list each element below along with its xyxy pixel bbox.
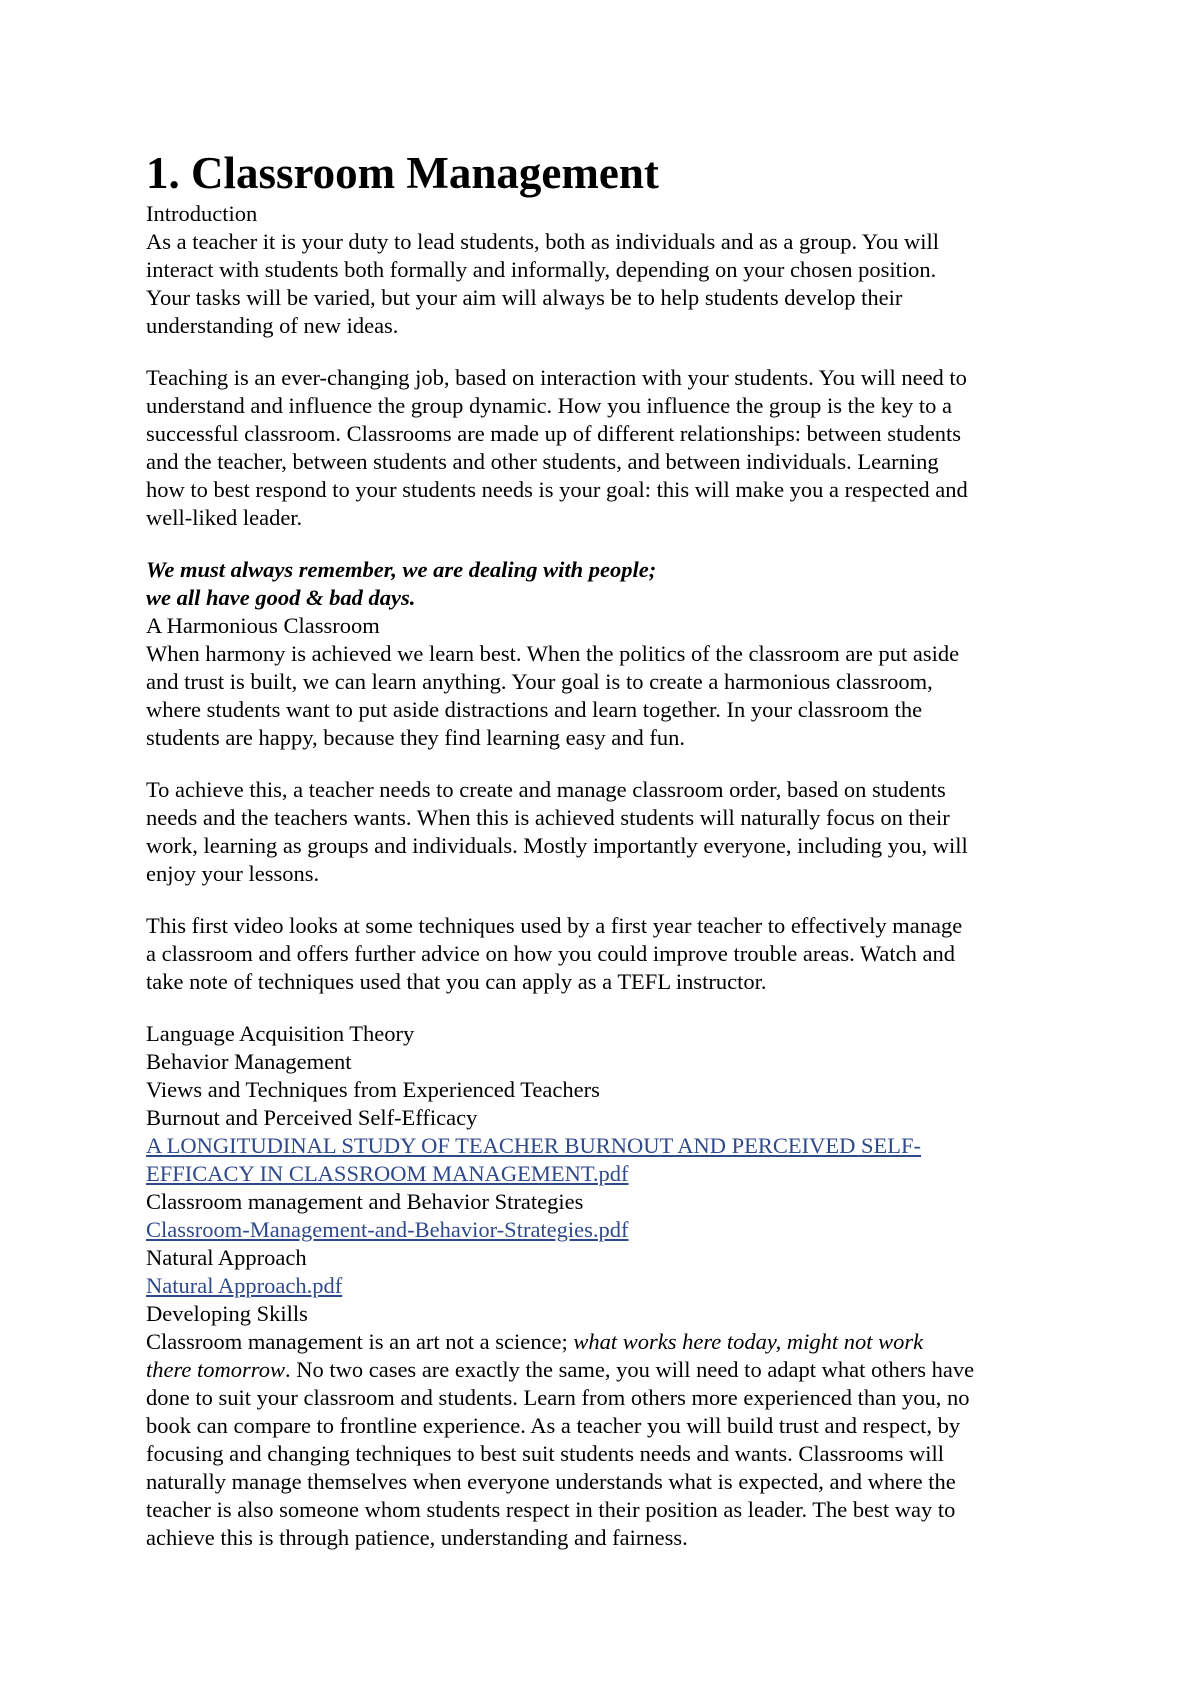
- text-line: [146, 1328, 1066, 1356]
- topic-behavior-management: Behavior Management: [146, 1049, 352, 1074]
- text-line: take note of techniques used that you can apply as a TEFL instructor.: [146, 969, 767, 994]
- topic-burnout: Burnout and Perceived Self-Efficacy: [146, 1105, 478, 1130]
- skills-text-plain: Classroom management is an art not a science;: [146, 1329, 574, 1354]
- text-line: Teaching is an ever-changing job, based on interaction with your students. You will need to: [146, 365, 967, 390]
- topic-behavior-strategies: Classroom management and Behavior Strategies: [146, 1189, 584, 1214]
- text-line: When harmony is achieved we learn best. When the politics of the classroom are put aside: [146, 641, 960, 666]
- harmony-paragraph-2: [146, 776, 1066, 888]
- topic-developing-skills: Developing Skills: [146, 1301, 308, 1326]
- quote-line: we all have good & bad days.: [146, 585, 416, 610]
- text-line: naturally manage themselves when everyone understands what is expected, and where the: [146, 1469, 956, 1494]
- natural-approach-link[interactable]: Natural Approach.pdf: [146, 1273, 343, 1298]
- skills-text-plain: . No two cases are exactly the same, you will need to adapt what others have: [284, 1357, 975, 1382]
- link-line[interactable]: EFFICACY IN CLASSROOM MANAGEMENT.pdf: [146, 1161, 629, 1186]
- text-line: work, learning as groups and individuals. Mostly importantly everyone, including you, will: [146, 833, 968, 858]
- topic-natural-approach: Natural Approach: [146, 1245, 307, 1270]
- text-line: understand and influence the group dynamic. How you influence the group is the key to a: [146, 393, 953, 418]
- text-line: a classroom and offers further advice on how you could improve trouble areas. Watch and: [146, 941, 955, 966]
- text-line: students are happy, because they find learning easy and fun.: [146, 725, 685, 750]
- text-line: [146, 1356, 1066, 1384]
- text-line: achieve this is through patience, understanding and fairness.: [146, 1525, 688, 1550]
- text-line: As a teacher it is your duty to lead students, both as individuals and as a group. You will: [146, 229, 940, 254]
- link-line[interactable]: A LONGITUDINAL STUDY OF TEACHER BURNOUT AND PERCEIVED SELF-: [146, 1133, 922, 1158]
- text-line: understanding of new ideas.: [146, 313, 399, 338]
- skills-text-italic: there tomorrow: [146, 1357, 285, 1382]
- paragraph-gap: [146, 996, 1066, 1020]
- behavior-strategies-link[interactable]: Classroom-Management-and-Behavior-Strategies.pdf: [146, 1217, 629, 1242]
- paragraph-gap: [146, 752, 1066, 776]
- text-line: and trust is built, we can learn anything. Your goal is to create a harmonious classroom,: [146, 669, 933, 694]
- text-line: done to suit your classroom and students. Learn from others more experienced than you, no: [146, 1385, 970, 1410]
- text-line: and the teacher, between students and other students, and between individuals. Learning: [146, 449, 939, 474]
- text-line: successful classroom. Classrooms are made up of different relationships: between students: [146, 421, 962, 446]
- text-line: how to best respond to your students needs is your goal: this will make you a respected and: [146, 477, 968, 502]
- intro-paragraph-2: [146, 364, 1066, 532]
- text-line: where students want to put aside distractions and learn together. In your classroom the: [146, 697, 923, 722]
- text-line: book can compare to frontline experience. As a teacher you will build trust and respect, by: [146, 1413, 961, 1438]
- skills-text-italic: what works here today, might not work: [573, 1329, 924, 1354]
- text-line: Your tasks will be varied, but your aim will always be to help students develop their: [146, 285, 903, 310]
- text-line: This first video looks at some techniques used by a first year teacher to effectively manage: [146, 913, 963, 938]
- burnout-study-link[interactable]: [146, 1132, 1066, 1188]
- paragraph-gap: [146, 888, 1066, 912]
- skills-paragraph: [146, 1328, 1066, 1552]
- quote-block: [146, 556, 1066, 612]
- topic-views-techniques: Views and Techniques from Experienced Teachers: [146, 1077, 600, 1102]
- text-line: To achieve this, a teacher needs to create and manage classroom order, based on students: [146, 777, 946, 802]
- text-line: teacher is also someone whom students respect in their position as leader. The best way to: [146, 1497, 956, 1522]
- text-line: well-liked leader.: [146, 505, 303, 530]
- quote-line: We must always remember, we are dealing with people;: [146, 557, 657, 582]
- text-line: interact with students both formally and informally, depending on your chosen position.: [146, 257, 937, 282]
- document-body: [146, 146, 1066, 1552]
- page-title: 1. Classroom Management: [146, 148, 659, 198]
- text-line: needs and the teachers wants. When this is achieved students will naturally focus on their: [146, 805, 950, 830]
- intro-heading: Introduction: [146, 201, 258, 226]
- harmony-paragraph-1: [146, 640, 1066, 752]
- behavior-strategies-link-row: [146, 1216, 1066, 1244]
- topic-language-acquisition: Language Acquisition Theory: [146, 1021, 415, 1046]
- text-line: enjoy your lessons.: [146, 861, 320, 886]
- intro-paragraph-1: [146, 228, 1066, 340]
- paragraph-gap: [146, 532, 1066, 556]
- natural-approach-link-row: [146, 1272, 1066, 1300]
- harmony-heading: A Harmonious Classroom: [146, 613, 380, 638]
- video-paragraph: [146, 912, 1066, 996]
- paragraph-gap: [146, 340, 1066, 364]
- text-line: focusing and changing techniques to best suit students needs and wants. Classrooms will: [146, 1441, 945, 1466]
